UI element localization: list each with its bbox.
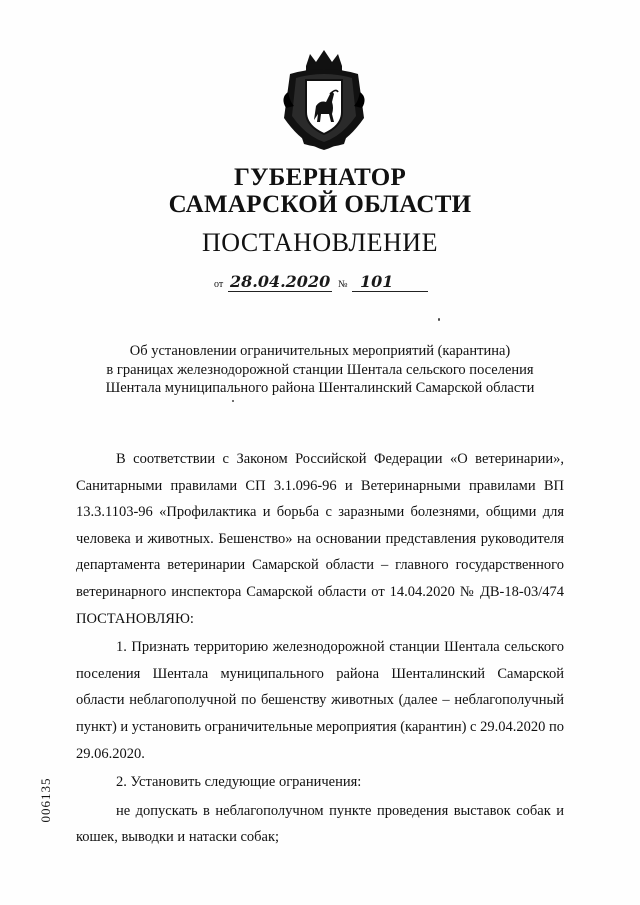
coat-of-arms-icon [276,48,372,152]
document-type: ПОСТАНОВЛЕНИЕ [202,228,438,257]
body-paragraph: В соответствии с Законом Российской Федерации «О ветеринарии», Санитарными правилами СП 3.1.096-96 и Ветеринарными правилами ВП 13.3.1103-96 «Профилактика и борьба с заразными болезнями, общими для человека и животных. Бешенство» на основании представления руководителя департамента ветеринарии Самарской области – главного государственного ветеринарного инспектора Самарской области от 14.04.2020 № ДВ-18-03/474 ПОСТАНОВЛЯЮ: [76,451,564,627]
registration-number [34,765,58,835]
date-number-line [200,274,440,294]
subject-line: Об установлении ограничительных мероприятий (карантина) [129,343,511,359]
number-label: № [338,279,348,290]
number-underline [352,291,428,292]
number-value: 101 [360,272,394,291]
date-label: от [214,279,224,290]
authority-title-line1: ГУБЕРНАТОР [233,164,407,191]
subject-line: в границах железнодорожной станции Шентала сельского поселения [106,361,534,378]
scan-speck [438,318,440,321]
date-underline [228,291,332,292]
scan-speck [232,400,234,402]
subject-line: Шентала муниципального района Шенталинский Самарской области [105,380,535,396]
date-value: 28.04.2020 [230,272,331,291]
body-paragraph: 1. Признать территорию железнодорожной станции Шентала сельского поселения Шентала муниципального района Шенталинский Самарской области неблагополучной по бешенству животных (далее – неблагополучный пункт) и установить ограничительные мероприятия (карантин) с 29.04.2020 по 29.06.2020. [76,639,564,762]
registration-number-text: 006135 [38,777,53,823]
document-subject [60,342,580,398]
document-body [76,446,564,851]
body-paragraph: не допускать в неблагополучном пункте проведения выставок собак и кошек, выводки и натаски собак; [76,802,564,846]
authority-title-line2: САМАРСКОЙ ОБЛАСТИ [168,191,472,218]
body-paragraph: 2. Установить следующие ограничения: [116,774,362,791]
